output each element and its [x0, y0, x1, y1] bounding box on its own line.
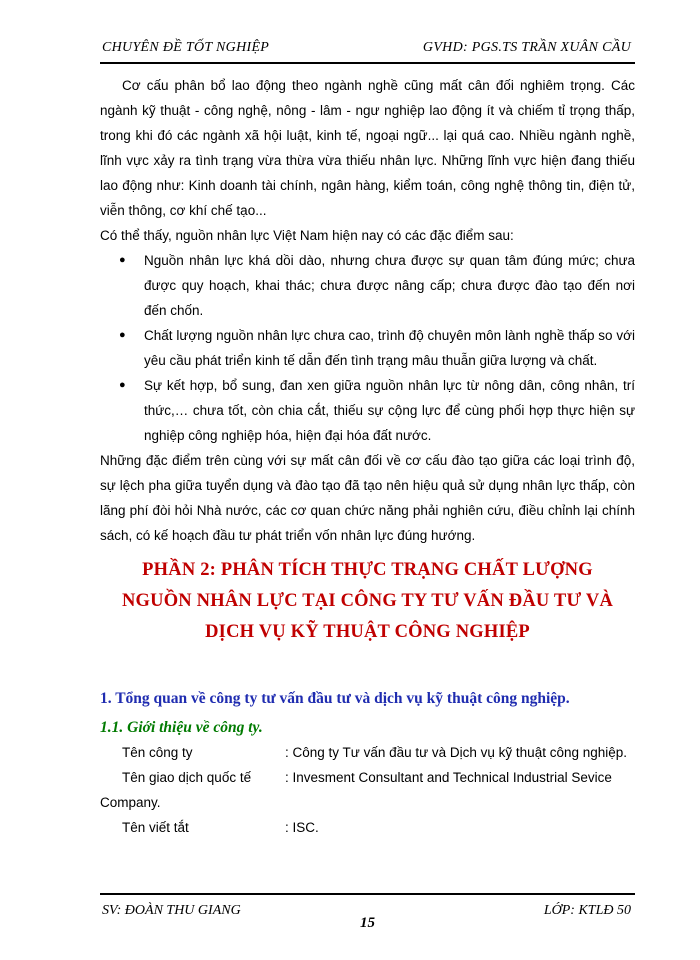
bullet-icon: ● [119, 329, 126, 341]
section-title-line: NGUỒN NHÂN LỰC TẠI CÔNG TY TƯ VẤN ĐẦU TƯ VÀ [121, 591, 614, 611]
bullet-icon: ● [119, 379, 126, 391]
list-item-text: Nguồn nhân lực khá dồi dào, nhưng chưa được sự quan tâm đúng mức; chưa được quy hoạch, khai thác; chưa được nâng cấp; chưa được đào tạo đến nơi đến chốn. [144, 253, 635, 318]
header-supervisor: GVHD: PGS.TS TRẦN XUÂN CẦU [422, 40, 631, 55]
heading-company-overview: 1. Tổng quan về công ty tư vấn đầu tư và dịch vụ kỹ thuật công nghiệp. [100, 690, 570, 707]
info-value: : Invesment Consultant and Technical Industrial Sevice Company. [100, 770, 612, 810]
heading-company-introduction: 1.1. Giới thiệu về công ty. [100, 719, 263, 736]
section-title-line: PHẦN 2: PHÂN TÍCH THỰC TRẠNG CHẤT LƯỢNG [142, 560, 593, 580]
info-label: Tên giao dịch quốc tế [122, 770, 252, 785]
info-label: Tên viết tắt [122, 820, 189, 835]
header-title: CHUYÊN ĐỀ TỐT NGHIỆP [102, 40, 270, 55]
list-item-text: Chất lượng nguồn nhân lực chưa cao, trình độ chuyên môn lành nghề thấp so với yêu cầu phát triển kinh tế dẫn đến tình trạng mâu thuẫn giữa lượng và chất. [144, 328, 635, 368]
info-value: : ISC. [285, 820, 319, 835]
info-label: Tên công ty [122, 745, 193, 760]
footer-class: LỚP: KTLĐ 50 [543, 903, 631, 918]
footer-student: SV: ĐOÀN THU GIANG [102, 903, 241, 918]
paragraph-conclusion: Những đặc điểm trên cùng với sự mất cân đối về cơ cấu đào tạo giữa các loại trình độ, sự lệch pha giữa tuyển dụng và đào tạo đã tạo nên hiệu quả sử dụng nhân lực thấp, còn lãng phí đòi hỏi Nhà nước, các cơ quan chức năng phải nghiên cứu, điều chỉnh lại chính sách, có kế hoạch đầu tư phát triển vốn nhân lực đúng hướng. [100, 453, 635, 543]
section-title-line: DỊCH VỤ KỸ THUẬT CÔNG NGHIỆP [205, 622, 530, 642]
section-title [100, 555, 635, 648]
list-item [100, 373, 635, 448]
characteristics-list [100, 248, 635, 448]
bullet-icon: ● [119, 254, 126, 266]
info-row-abbreviation [100, 815, 635, 840]
info-row-company-name [100, 740, 635, 765]
paragraph-labor-structure: Cơ cấu phân bổ lao động theo ngành nghề cũng mất cân đối nghiêm trọng. Các ngành kỹ thuật - công nghệ, nông - lâm - ngư nghiệp lao động ít và chiếm tỉ trọng thấp, trong khi đó các ngành xã hội luật, kinh tế, ngoại ngữ... lại quá cao. Nhiều ngành nghề, lĩnh vực xảy ra tình trạng vừa thừa vừa thiếu nhân lực. Những lĩnh vực hiện đang thiếu lao động như: Kinh doanh tài chính, ngân hàng, kiểm toán, công nghệ thông tin, điện tử, viễn thông, cơ khí chế tạo... [100, 78, 635, 218]
list-item-text: Sự kết hợp, bổ sung, đan xen giữa nguồn nhân lực từ nông dân, công nhân, trí thức,… chưa tốt, còn chia cắt, thiếu sự cộng lực để cùng phối hợp thực hiện sự nghiệp công nghiệp hóa, hiện đại hóa đất nước. [144, 378, 635, 443]
info-value: : Công ty Tư vấn đầu tư và Dịch vụ kỹ thuật công nghiệp. [285, 745, 628, 760]
page-footer [100, 893, 635, 935]
list-item [100, 323, 635, 373]
list-item [100, 248, 635, 323]
page-header [100, 38, 635, 64]
info-row-international-name [100, 765, 635, 815]
paragraph-characteristics-intro: Có thể thấy, nguồn nhân lực Việt Nam hiện nay có các đặc điểm sau: [100, 228, 514, 243]
page-content [100, 73, 635, 840]
page-number: 15 [360, 915, 375, 931]
